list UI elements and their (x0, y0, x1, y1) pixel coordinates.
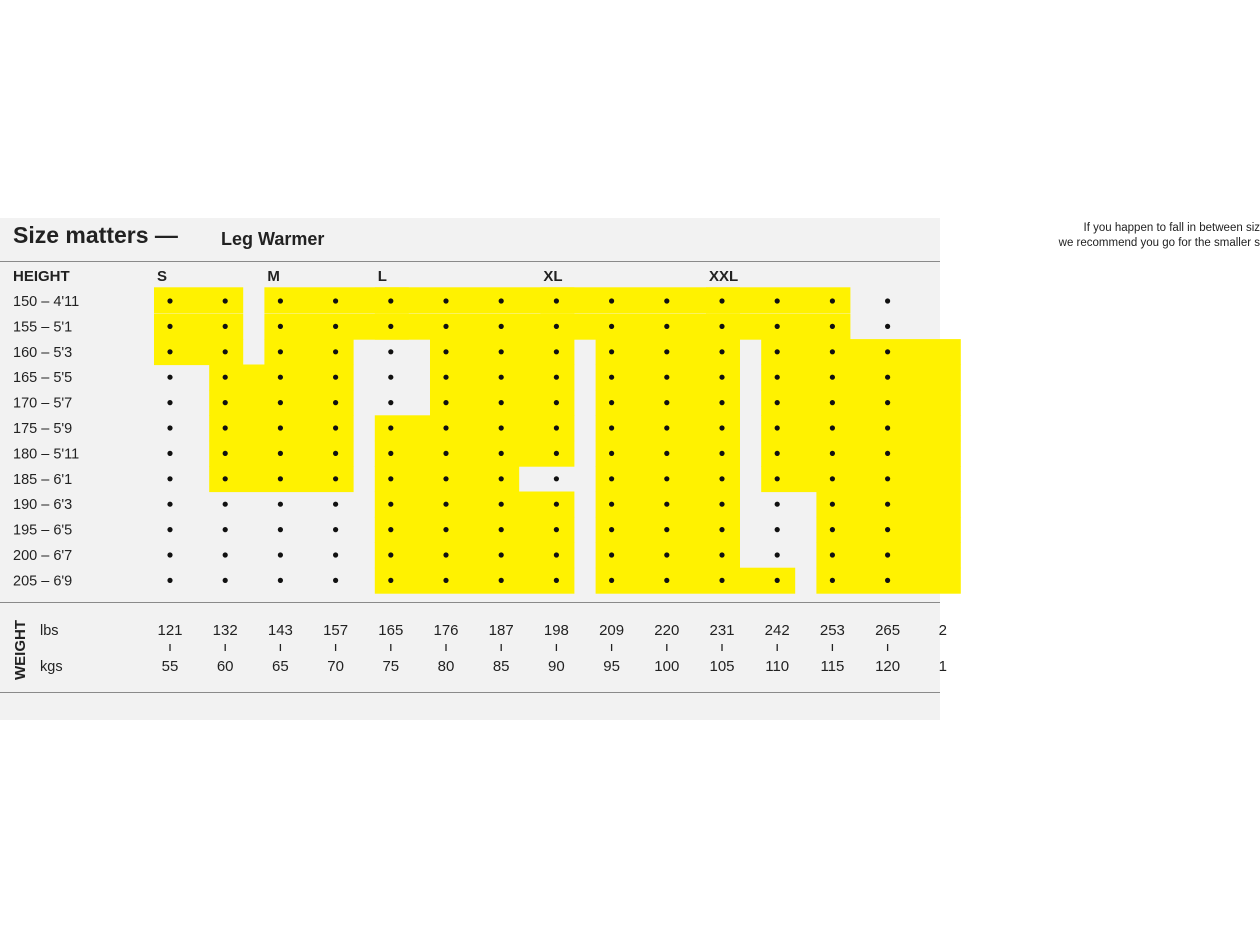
grid-dot (885, 502, 890, 507)
grid-dot (830, 375, 835, 380)
grid-dot (885, 324, 890, 329)
grid-dot (609, 375, 614, 380)
kgs-value: 60 (216, 658, 234, 675)
grid-dot (443, 375, 448, 380)
height-label: 185 – 6'1 (13, 471, 73, 488)
grid-dot (719, 527, 724, 532)
grid-dot (830, 502, 835, 507)
height-label: 205 – 6'9 (13, 573, 73, 590)
grid-dot (609, 476, 614, 481)
grid-dot (885, 578, 890, 583)
chart-subtitle: Leg Warmer (221, 229, 325, 249)
grid-dot (443, 476, 448, 481)
grid-dot (167, 375, 172, 380)
grid-dot (278, 400, 283, 405)
size-chart-panel (0, 218, 1260, 720)
grid-dot (278, 527, 283, 532)
fill-xxl-row-5 (761, 415, 961, 441)
grid-dot (388, 527, 393, 532)
lbs-value: 198 (543, 622, 569, 639)
grid-dot (167, 349, 172, 354)
grid-dot (443, 552, 448, 557)
lbs-value: 132 (212, 622, 238, 639)
grid-dot (223, 324, 228, 329)
grid-dot (223, 375, 228, 380)
grid-dot (609, 527, 614, 532)
grid-dot (333, 527, 338, 532)
grid-dot (223, 476, 228, 481)
grid-dot (719, 375, 724, 380)
grid-dot (223, 349, 228, 354)
grid-dot (775, 375, 780, 380)
grid-dot (664, 425, 669, 430)
grid-dot (554, 578, 559, 583)
kgs-value: 90 (548, 658, 565, 675)
height-label: 175 – 5'9 (13, 421, 73, 437)
grid-dot (167, 476, 172, 481)
size-grid (0, 218, 947, 720)
grid-dot (885, 375, 890, 380)
grid-dot (333, 324, 338, 329)
grid-dot (499, 552, 504, 557)
grid-dot (333, 349, 338, 354)
grid-dot (609, 400, 614, 405)
grid-dot (775, 324, 780, 329)
grid-dot (664, 552, 669, 557)
grid-dot (664, 502, 669, 507)
grid-dot (278, 425, 283, 430)
lbs-value: 2 (938, 622, 947, 639)
grid-dot (223, 552, 228, 557)
grid-dot (719, 552, 724, 557)
grid-dot (499, 451, 504, 456)
grid-dot (499, 324, 504, 329)
grid-dot (499, 476, 504, 481)
kgs-value: 55 (161, 658, 179, 675)
grid-dot (885, 476, 890, 481)
grid-dot (443, 349, 448, 354)
grid-dot (554, 425, 559, 430)
grid-dot (333, 298, 338, 303)
grid-dot (388, 298, 393, 303)
grid-dot (554, 298, 559, 303)
grid-dot (223, 425, 228, 430)
lbs-value: 242 (764, 622, 790, 639)
grid-dot (775, 552, 780, 557)
grid-dot (664, 298, 669, 303)
grid-dot (388, 502, 393, 507)
grid-dot (609, 451, 614, 456)
kgs-value: 65 (272, 658, 289, 675)
size-label-xxl: XXL (709, 268, 739, 285)
grid-dot (223, 298, 228, 303)
note-line-1: If you happen to fall in between siz (1083, 222, 1260, 234)
lbs-value: 231 (709, 622, 735, 639)
grid-dot (830, 476, 835, 481)
kgs-value: 110 (765, 658, 790, 675)
grid-dot (223, 578, 228, 583)
grid-dot (775, 527, 780, 532)
lbs-value: 165 (378, 622, 404, 639)
size-label-s: S (157, 268, 168, 285)
note-line-2: we recommend you go for the smaller s (1058, 237, 1260, 249)
grid-dot (609, 578, 614, 583)
grid-dot (499, 502, 504, 507)
fill-xxl-row-3 (761, 365, 961, 391)
grid-dot (830, 578, 835, 583)
grid-dot (719, 502, 724, 507)
grid-dot (388, 375, 393, 380)
height-label: 155 – 5'1 (13, 319, 73, 336)
chart-title: Size matters — (13, 222, 178, 248)
fill-s-row-1 (154, 314, 243, 340)
size-label-m: M (267, 268, 280, 285)
fill-l-row-5 (375, 415, 575, 441)
height-label: 200 – 6'7 (13, 548, 73, 564)
grid-dot (885, 552, 890, 557)
kgs-value: 115 (820, 658, 845, 675)
grid-dot (167, 298, 172, 303)
kgs-value: 75 (382, 658, 400, 675)
fill-l-row-8 (375, 492, 575, 518)
grid-dot (278, 476, 283, 481)
grid-dot (664, 375, 669, 380)
height-label: 165 – 5'5 (13, 370, 73, 387)
fill-xxl-row-7 (761, 466, 961, 492)
grid-dot (167, 552, 172, 557)
fill-l-row-6 (375, 441, 575, 467)
grid-dot (443, 502, 448, 507)
grid-dot (775, 298, 780, 303)
grid-dot (499, 375, 504, 380)
kgs-value: 80 (437, 658, 455, 675)
grid-dot (885, 298, 890, 303)
kgs-value: 95 (603, 658, 620, 675)
kgs-value: 100 (654, 658, 680, 675)
grid-dot (278, 502, 283, 507)
grid-dot (664, 476, 669, 481)
grid-dot (167, 400, 172, 405)
grid-dot (775, 451, 780, 456)
grid-dot (830, 527, 835, 532)
grid-dot (333, 375, 338, 380)
kgs-value: 120 (875, 658, 901, 675)
grid-dot (278, 349, 283, 354)
grid-dot (775, 425, 780, 430)
grid-dot (830, 324, 835, 329)
height-label: 195 – 6'5 (13, 522, 73, 539)
fill-xxl-row-4 (761, 390, 961, 416)
height-label: 190 – 6'3 (13, 497, 73, 514)
grid-dot (443, 578, 448, 583)
height-column-header: HEIGHT (13, 268, 70, 285)
lbs-value: 157 (323, 622, 349, 639)
grid-dot (554, 527, 559, 532)
lbs-value: 253 (819, 622, 845, 639)
grid-dot (388, 400, 393, 405)
grid-dot (609, 502, 614, 507)
grid-dot (388, 476, 393, 481)
grid-dot (664, 349, 669, 354)
grid-dot (388, 451, 393, 456)
grid-dot (223, 451, 228, 456)
kgs-label: kgs (40, 659, 63, 675)
lbs-value: 187 (488, 622, 514, 639)
grid-dot (278, 578, 283, 583)
height-label: 180 – 5'11 (13, 446, 80, 463)
grid-dot (443, 425, 448, 430)
grid-dot (443, 527, 448, 532)
grid-dot (719, 349, 724, 354)
size-label-l: L (377, 268, 387, 285)
grid-dot (775, 349, 780, 354)
height-label: 170 – 5'7 (13, 395, 73, 412)
grid-dot (554, 451, 559, 456)
grid-dot (333, 476, 338, 481)
grid-dot (719, 476, 724, 481)
kgs-value: 1 (938, 658, 947, 675)
lbs-label: lbs (40, 623, 59, 639)
grid-dot (885, 400, 890, 405)
fill-xl-row-11 (596, 568, 796, 594)
grid-dot (719, 324, 724, 329)
grid-dot (554, 400, 559, 405)
fill-l-row-10 (375, 542, 575, 568)
grid-dot (388, 578, 393, 583)
grid-dot (167, 578, 172, 583)
grid-dot (554, 324, 559, 329)
grid-dot (333, 552, 338, 557)
fill-s-row-0 (154, 287, 243, 313)
grid-dot (443, 451, 448, 456)
grid-dot (719, 451, 724, 456)
kgs-value: 70 (327, 658, 344, 675)
grid-dot (333, 425, 338, 430)
grid-dot (554, 349, 559, 354)
grid-dot (775, 578, 780, 583)
grid-dot (499, 578, 504, 583)
grid-dot (719, 578, 724, 583)
grid-dot (554, 502, 559, 507)
size-label-xl: XL (543, 268, 563, 285)
fill-m-row-2 (264, 339, 353, 365)
grid-dot (167, 527, 172, 532)
grid-dot (388, 349, 393, 354)
fill-xxl-row-6 (761, 441, 961, 467)
grid-dot (719, 400, 724, 405)
grid-dot (499, 400, 504, 405)
grid-dot (830, 451, 835, 456)
grid-dot (664, 451, 669, 456)
grid-dot (443, 298, 448, 303)
grid-dot (830, 400, 835, 405)
grid-dot (554, 375, 559, 380)
grid-dot (278, 552, 283, 557)
height-label: 160 – 5'3 (13, 344, 73, 361)
grid-dot (499, 349, 504, 354)
grid-dot (609, 298, 614, 303)
grid-dot (830, 349, 835, 354)
grid-dot (167, 425, 172, 430)
fill-xxl-row-2 (761, 339, 961, 365)
grid-dot (333, 451, 338, 456)
grid-dot (775, 400, 780, 405)
grid-dot (554, 552, 559, 557)
kgs-value: 85 (492, 658, 510, 675)
lbs-value: 265 (875, 622, 901, 639)
grid-dot (333, 502, 338, 507)
grid-dot (223, 400, 228, 405)
grid-dot (609, 552, 614, 557)
lbs-value: 121 (157, 622, 183, 639)
grid-dot (388, 552, 393, 557)
grid-dot (885, 527, 890, 532)
grid-dot (278, 451, 283, 456)
fill-l-row-9 (375, 517, 575, 543)
grid-dot (609, 324, 614, 329)
grid-dot (664, 527, 669, 532)
fill-l-row-11 (375, 568, 575, 594)
grid-dot (609, 425, 614, 430)
lbs-value: 209 (599, 622, 625, 639)
grid-dot (885, 425, 890, 430)
grid-dot (167, 324, 172, 329)
grid-dot (830, 298, 835, 303)
grid-dot (223, 527, 228, 532)
height-label: 150 – 4'11 (13, 294, 80, 310)
grid-dot (333, 400, 338, 405)
grid-dot (167, 451, 172, 456)
grid-dot (499, 298, 504, 303)
grid-dot (167, 502, 172, 507)
fill-s-row-2 (154, 339, 243, 365)
grid-dot (830, 425, 835, 430)
grid-dot (664, 324, 669, 329)
grid-dot (278, 324, 283, 329)
grid-dot (554, 476, 559, 481)
grid-dot (388, 425, 393, 430)
grid-dot (885, 349, 890, 354)
grid-dot (664, 400, 669, 405)
grid-dot (664, 578, 669, 583)
grid-dot (388, 324, 393, 329)
lbs-value: 176 (433, 622, 459, 639)
grid-dot (775, 502, 780, 507)
grid-dot (278, 298, 283, 303)
grid-dot (719, 425, 724, 430)
grid-dot (609, 349, 614, 354)
lbs-value: 143 (267, 622, 293, 639)
grid-dot (830, 552, 835, 557)
grid-dot (223, 502, 228, 507)
grid-dot (499, 425, 504, 430)
grid-dot (775, 476, 780, 481)
kgs-value: 105 (709, 658, 735, 675)
grid-dot (499, 527, 504, 532)
grid-dot (443, 324, 448, 329)
grid-dot (719, 298, 724, 303)
grid-dot (333, 578, 338, 583)
grid-dot (443, 400, 448, 405)
grid-dot (278, 375, 283, 380)
weight-axis-label: WEIGHT (12, 620, 29, 680)
lbs-value: 220 (654, 622, 680, 639)
grid-dot (885, 451, 890, 456)
